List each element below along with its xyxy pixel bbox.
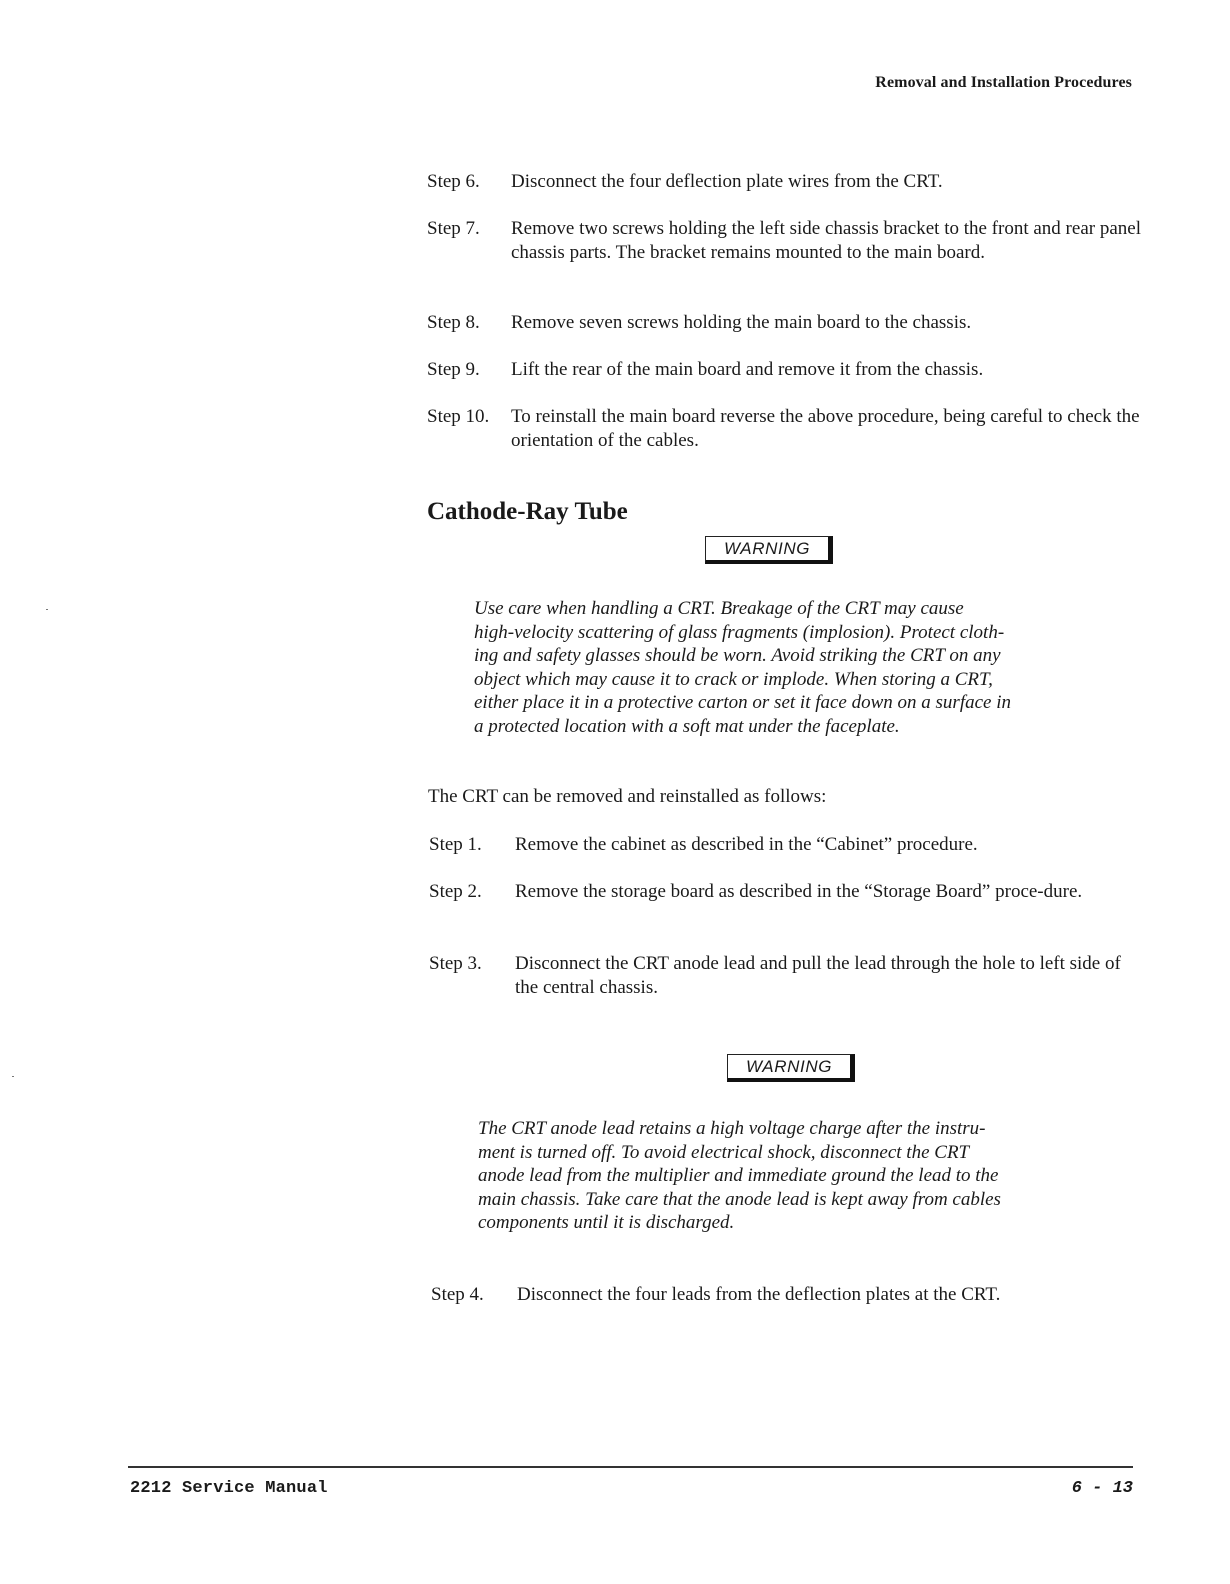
warning-line: a protected location with a soft mat under the faceplate.: [474, 715, 900, 737]
page-header-title: Removal and Installation Procedures: [875, 74, 1132, 91]
warning-line: high-velocity scattering of glass fragments (implosion). Protect cloth-: [474, 621, 1005, 643]
step-text: To reinstall the main board reverse the above procedure, being careful to check the orientation of the cables.: [511, 406, 1140, 451]
crt-step-3: [429, 952, 1129, 999]
warning-line: Use care when handling a CRT. Breakage of the CRT may cause: [474, 598, 964, 619]
step-text: Remove two screws holding the left side chassis bracket to the front and rear panel chassis parts. The bracket remains mounted to the main board.: [511, 218, 1141, 263]
step-text: Remove seven screws holding the main board to the chassis.: [511, 312, 972, 333]
warning-line: anode lead from the multiplier and immediate ground the lead to the: [478, 1165, 999, 1186]
step-number: Step 3.: [429, 953, 482, 974]
step-8: [427, 311, 1147, 335]
step-text: Remove the cabinet as described in the “Cabinet” procedure.: [515, 834, 978, 855]
scan-speck: [46, 609, 48, 610]
step-text: Disconnect the four leads from the deflection plates at the CRT.: [517, 1284, 1001, 1305]
crt-step-4: [431, 1283, 1151, 1307]
warning-line: components until it is discharged.: [478, 1212, 735, 1233]
warning-line: main chassis. Take care that the anode lead is kept away from cables: [478, 1188, 1001, 1210]
warning-label: WARNING: [745, 1056, 833, 1076]
warning-text-anode: [478, 1117, 1001, 1235]
warning-line: either place it in a protective carton or set it face down on a surface in: [474, 692, 1012, 713]
crt-intro-text: The CRT can be removed and reinstalled as follows:: [428, 786, 827, 807]
warning-label-box: [727, 1054, 855, 1082]
step-number: Step 1.: [429, 834, 482, 855]
footer-page-number: 6 - 13: [1071, 1479, 1133, 1498]
step-number: Step 8.: [427, 312, 480, 333]
step-number: Step 10.: [427, 406, 490, 427]
section-title: Cathode-Ray Tube: [427, 498, 628, 525]
scan-speck: [12, 1076, 14, 1077]
step-number: Step 6.: [427, 171, 480, 192]
step-number: Step 4.: [431, 1284, 484, 1305]
warning-label: WARNING: [723, 538, 811, 558]
step-number: Step 2.: [429, 881, 482, 902]
warning-line: ment is turned off. To avoid electrical shock, disconnect the CRT: [478, 1141, 970, 1163]
footer-rule: [128, 1466, 1133, 1468]
step-7: [427, 217, 1147, 264]
warning-text-handling: [474, 597, 1011, 738]
step-text: Disconnect the CRT anode lead and pull the lead through the hole to left side of the central chassis.: [515, 953, 1121, 998]
crt-step-2: [429, 880, 1129, 904]
step-text: Disconnect the four deflection plate wires from the CRT.: [511, 171, 943, 192]
step-text: Remove the storage board as described in the “Storage Board” proce-dure.: [515, 881, 1083, 902]
step-9: [427, 358, 1147, 382]
step-6: [427, 170, 1147, 194]
warning-line: ing and safety glasses should be worn. Avoid striking the CRT on any: [474, 645, 1001, 666]
warning-line: The CRT anode lead retains a high voltage charge after the instru-: [478, 1118, 986, 1139]
warning-line: object which may cause it to crack or implode. When storing a CRT,: [474, 668, 993, 690]
footer-manual-title: 2212 Service Manual: [130, 1479, 328, 1498]
warning-label-box: [705, 536, 833, 564]
step-number: Step 7.: [427, 218, 480, 239]
crt-step-1: [429, 833, 1149, 857]
step-number: Step 9.: [427, 359, 480, 380]
step-text: Lift the rear of the main board and remove it from the chassis.: [511, 359, 984, 380]
step-10: [427, 405, 1147, 452]
